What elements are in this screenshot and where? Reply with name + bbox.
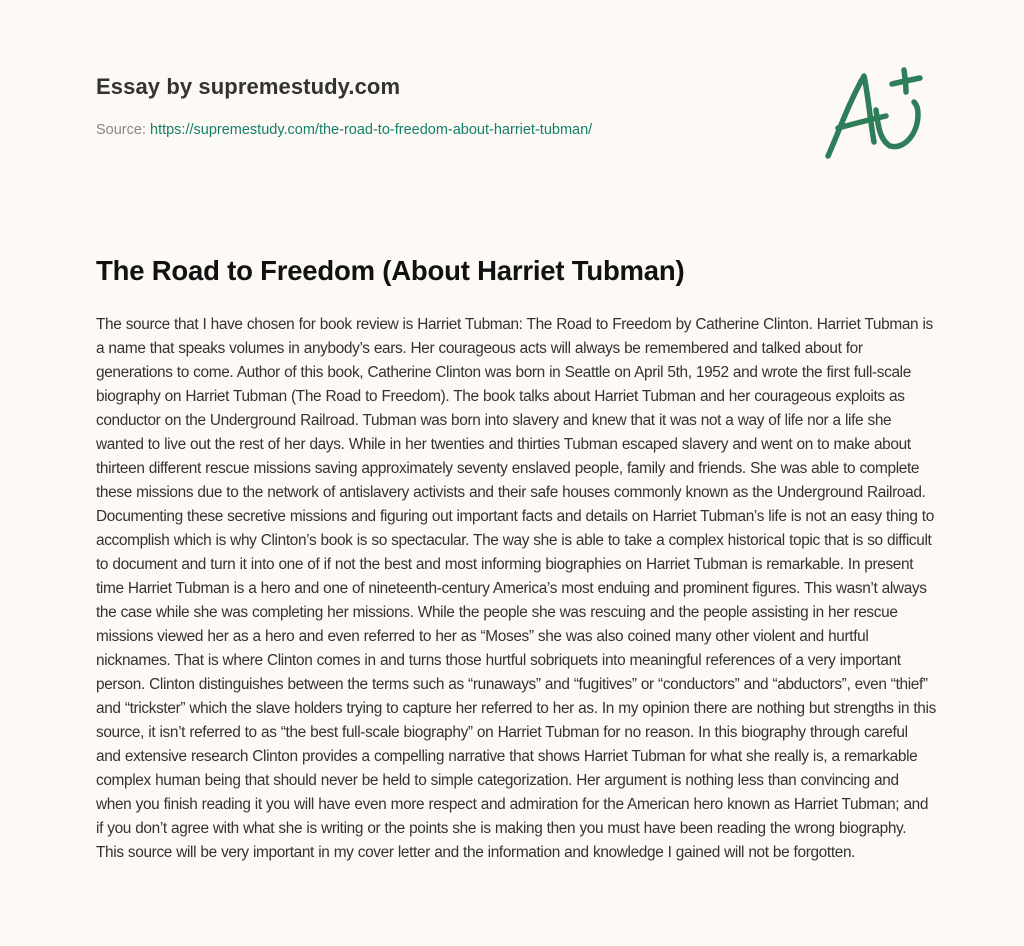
source-link[interactable]: https://supremestudy.com/the-road-to-freedom-about-harriet-tubman/ [150, 122, 593, 138]
source-line [96, 122, 592, 138]
source-label: Source: [96, 122, 150, 138]
site-title: Essay by supremestudy.com [96, 74, 401, 99]
essay-body: The source that I have chosen for book review is Harriet Tubman: The Road to Freedom by Catherine Clinton. Harriet Tubman is a name that speaks volumes in anybody’s ears. Her courageous acts will always be remembered and talked about for generations to come. Author of this book, Catherine Clinton was born in Seattle on April 5th, 1952 and wrote the first full-scale biography on Harriet Tubman (The Road to Freedom). The book talks about Harriet Tubman and her courageous exploits as conductor on the Underground Railroad. Tubman was born into slavery and knew that it was not a way of life nor a life she wanted to live out the rest of her days. While in her twenties and thirties Tubman escaped slavery and went on to make about thirteen different rescue missions saving approximately seventy enslaved people, family and friends. She was able to complete these missions due to the network of antislavery activists and their safe houses commonly known as the Underground Railroad. Documenting these secretive missions and figuring out important facts and details on Harriet Tubman’s life is not an easy thing to accomplish which is why Clinton’s book is so spectacular. The way she is able to take a complex historical topic that is so difficult to document and turn it into one of if not the best and most informing biographies on Harriet Tubman is remarkable. In present time Harriet Tubman is a hero and one of nineteenth-century America’s most enduing and prominent figures. This wasn’t always the case while she was completing her missions. While the people she was rescuing and the people assisting in her rescue missions viewed her as a hero and even referred to her as “Moses” she was also coined many other violent and hurtful nicknames. That is where Clinton comes in and turns those hurtful sobriquets into meaningful references of a very important person. Clinton distinguishes between the terms such as “runaways” and “fugitives” or “conductors” and “abductors”, even “thief” and “trickster” which the slave holders trying to capture her referred to her as. In my opinion there are nothing but strengths in this source, it isn’t referred to as “the best full-scale biography” on Harriet Tubman for no reason. In this biography through careful and extensive research Clinton provides a compelling narrative that shows Harriet Tubman for what she really is, a remarkable complex human being that should never be held to simple categorization. Her argument is nothing less than convincing and when you finish reading it you will have even more respect and admiration for the American hero known as Harriet Tubman; and if you don’t agree with what she is writing or the points she is making then you must have been reading the wrong biography. This source will be very important in my cover letter and the information and knowledge I gained will not be forgotten. [96, 316, 936, 861]
essay-title: The Road to Freedom (About Harriet Tubman) [96, 255, 685, 286]
a-plus-grade-icon [818, 64, 938, 169]
